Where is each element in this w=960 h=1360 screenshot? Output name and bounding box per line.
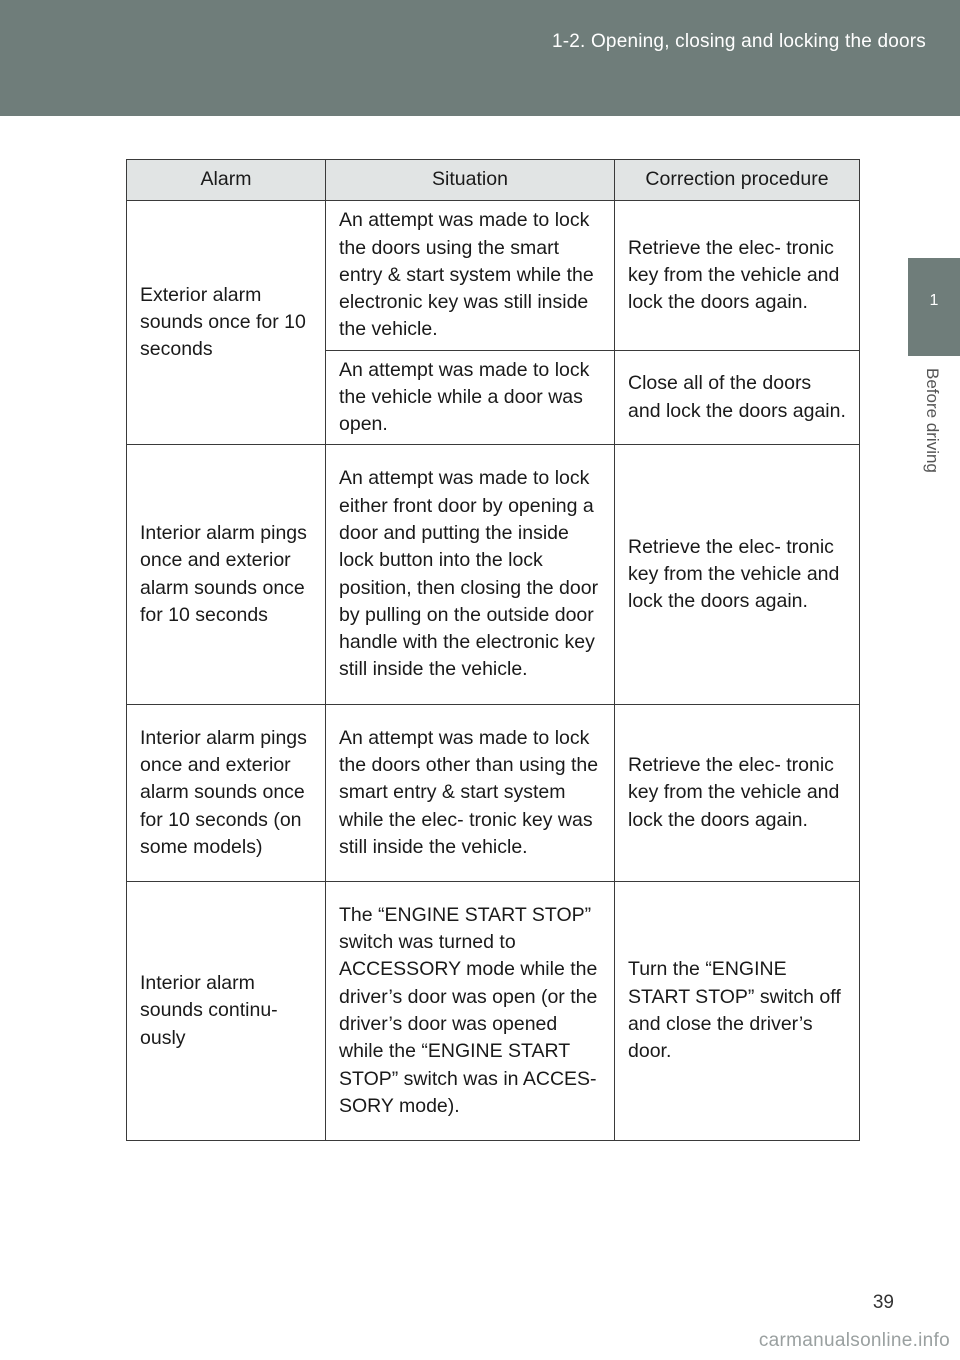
table-row — [127, 882, 860, 1141]
situation-cell: An attempt was made to lock either front door by opening a door and putting the inside lock button into the lock position, then closing the door by pulling on the outside door handle with the electronic key still inside the vehicle. — [326, 445, 615, 705]
correction-cell: Retrieve the elec- tronic key from the vehicle and lock the doors again. — [615, 705, 860, 882]
correction-cell: Turn the “ENGINE START STOP” switch off and close the driver’s door. — [615, 882, 860, 1141]
chapter-tab — [908, 258, 960, 356]
situation-cell: An attempt was made to lock the vehicle while a door was open. — [326, 351, 615, 445]
alarm-cell: Interior alarm sounds continu- ously — [127, 882, 326, 1141]
situation-cell: The “ENGINE START STOP” switch was turned to ACCESSORY mode while the driver’s door was open (or the driver’s door was opened while the “ENGINE START STOP” switch was in ACCES- SORY mode). — [326, 882, 615, 1141]
chapter-number: 1 — [929, 292, 939, 309]
column-header-alarm: Alarm — [127, 160, 326, 201]
chapter-label-text: Before driving — [923, 368, 942, 473]
table-row — [127, 705, 860, 882]
alarm-cell: Interior alarm pings once and exterior alarm sounds once for 10 seconds (on some models) — [127, 705, 326, 882]
situation-cell: An attempt was made to lock the doors using the smart entry & start system while the electronic key was still inside the vehicle. — [326, 201, 615, 351]
column-header-correction: Correction procedure — [615, 160, 860, 201]
table-row — [127, 201, 860, 351]
watermark: carmanualsonline.info — [758, 1330, 950, 1351]
header-band — [0, 0, 960, 116]
correction-cell: Retrieve the elec- tronic key from the vehicle and lock the doors again. — [615, 445, 860, 705]
chapter-label — [904, 368, 960, 508]
alarm-table — [126, 159, 860, 1141]
column-header-situation: Situation — [326, 160, 615, 201]
alarm-cell: Exterior alarm sounds once for 10 seconds — [127, 201, 326, 445]
alarm-cell: Interior alarm pings once and exterior alarm sounds once for 10 seconds — [127, 445, 326, 705]
situation-cell: An attempt was made to lock the doors other than using the smart entry & start system while the elec- tronic key was still inside the vehicle. — [326, 705, 615, 882]
table-row — [127, 445, 860, 705]
section-title: 1-2. Opening, closing and locking the doors — [551, 31, 926, 52]
correction-cell: Retrieve the elec- tronic key from the vehicle and lock the doors again. — [615, 201, 860, 351]
table-header-row — [127, 160, 860, 201]
page-number: 39 — [872, 1292, 894, 1313]
correction-cell: Close all of the doors and lock the doors again. — [615, 351, 860, 445]
